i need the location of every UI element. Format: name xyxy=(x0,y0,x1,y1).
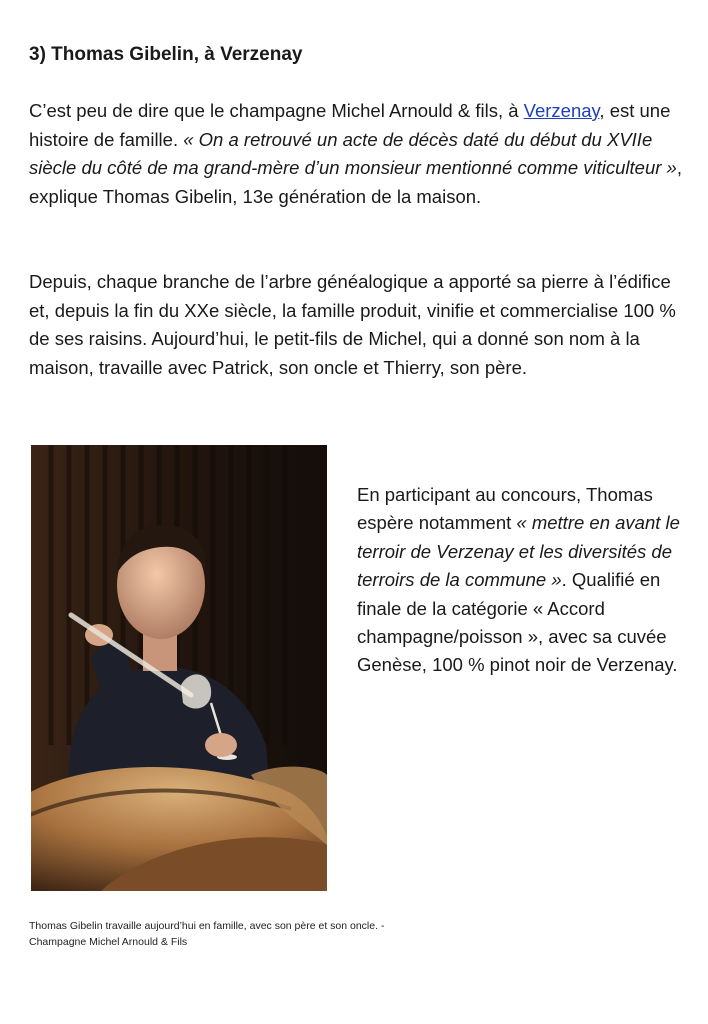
winemaker-photo-illustration xyxy=(31,445,327,891)
winemaker-photo xyxy=(31,445,327,891)
side-text-1: En participant au concours, Thomas espère notamment xyxy=(357,484,653,534)
intro-text-1: C’est peu de dire que le champagne Michel Arnould & fils, à xyxy=(29,100,524,121)
intro-quote: « On a retrouvé un acte de décès daté du début du XVIIe siècle du côté de ma grand-mère d’un monsieur mentionné comme viticulteur » xyxy=(29,128,677,179)
photo-caption: Thomas Gibelin travaille aujourd’hui en famille, avec son père et son oncle. - Champagne Michel Arnould & Fils xyxy=(29,920,385,948)
side-paragraph xyxy=(357,481,687,680)
side-text-2: . Qualifié en finale de la catégorie « Accord champagne/poisson », avec sa cuvée Genèse, 100 % pinot noir de Verzenay. xyxy=(357,569,678,676)
paragraph-family: Depuis, chaque branche de l’arbre généalogique a apporté sa pierre à l’édifice et, depuis la fin du XXe siècle, la famille produit, vinifie et commercialise 100 % de ses raisins. Aujourd’hui, le petit-fils de Michel, qui a donné son nom à la maison, travaille avec Patrick, son oncle et Thierry, son père. xyxy=(29,271,676,378)
paragraph-intro xyxy=(29,97,689,211)
intro-text-2: , est une histoire de famille. xyxy=(29,100,671,150)
article-title: 3) Thomas Gibelin, à Verzenay xyxy=(29,44,303,65)
intro-text-3: , explique Thomas Gibelin, 13e génération de la maison. xyxy=(29,157,682,207)
side-quote: « mettre en avant le terroir de Verzenay et les diversités de terroirs de la commune » xyxy=(357,512,680,591)
verzenay-link[interactable]: Verzenay xyxy=(523,100,600,121)
